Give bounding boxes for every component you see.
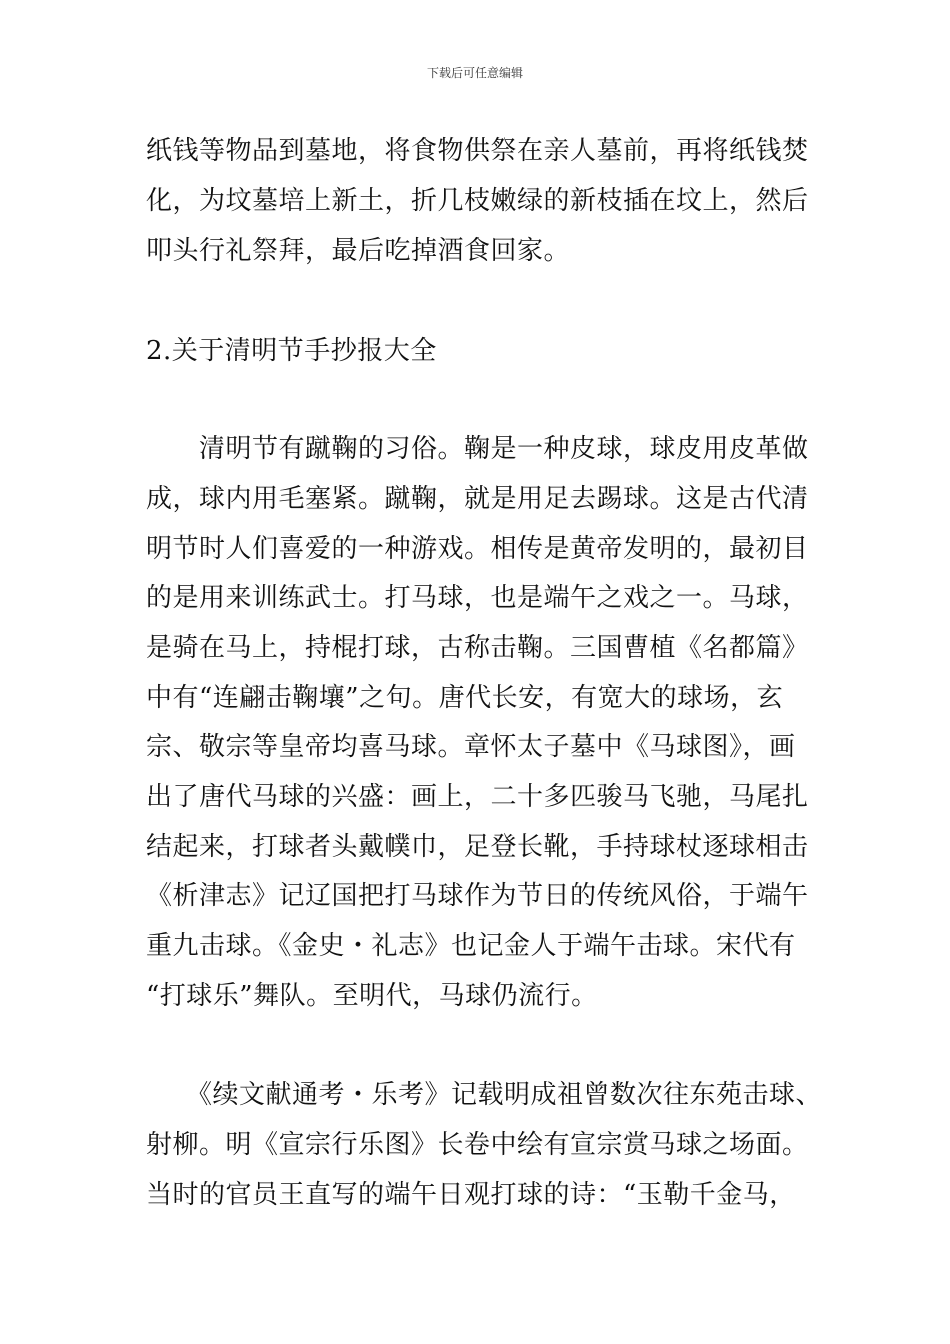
paragraph-2-line-8: 出了唐代马球的兴盛：画上，二十多匹骏马飞驰，马尾扎: [146, 782, 809, 812]
paragraph-2-line-2: 成，球内用毛塞紧。蹴鞠，就是用足去踢球。这是古代清: [146, 484, 809, 514]
paragraph-1-line-1: 纸钱等物品到墓地，将食物供祭在亲人墓前，再将纸钱焚: [146, 136, 809, 166]
paragraph-3-line-2: 射柳。明《宣宗行乐图》长卷中绘有宣宗赏马球之场面。: [146, 1130, 809, 1160]
paragraph-2-line-9: 结起来，打球者头戴幞巾，足登长靴，手持球杖逐球相击: [146, 832, 809, 862]
paragraph-2-line-11: 重九击球。《金史・礼志》也记金人于端午击球。宋代有: [146, 931, 796, 961]
paragraph-2-line-4: 的是用来训练武士。打马球，也是端午之戏之一。马球，: [146, 583, 809, 613]
paragraph-2-line-10: 《析津志》记辽国把打马球作为节日的传统风俗，于端午: [146, 881, 809, 911]
section-heading: 2.关于清明节手抄报大全: [146, 336, 437, 366]
paragraph-2-line-5: 是骑在马上，持棍打球，古称击鞠。三国曹植《名都篇》: [146, 633, 809, 663]
paragraph-1-line-3: 叩头行礼祭拜，最后吃掉酒食回家。: [146, 236, 571, 266]
paragraph-2-line-1: 清明节有蹴鞠的习俗。鞠是一种皮球，球皮用皮革做: [146, 434, 809, 464]
paragraph-2-line-6: 中有“连翩击鞠壤”之句。唐代长安，有宽大的球场，玄: [146, 683, 784, 713]
paragraph-2-line-3: 明节时人们喜爱的一种游戏。相传是黄帝发明的，最初目: [146, 534, 809, 564]
paragraph-1-line-2: 化，为坟墓培上新土，折几枝嫩绿的新枝插在坟上，然后: [146, 186, 809, 216]
paragraph-2-line-7: 宗、敬宗等皇帝均喜马球。章怀太子墓中《马球图》，画: [146, 732, 796, 762]
paragraph-3-line-1: 《续文献通考・乐考》记载明成祖曾数次往东苑击球、: [146, 1080, 823, 1110]
paragraph-3-line-3: 当时的官员王直写的端午日观打球的诗：“玉勒千金马，: [146, 1180, 796, 1210]
paragraph-2-line-12: “打球乐”舞队。至明代，马球仍流行。: [146, 981, 598, 1011]
page-header: 下载后可任意编辑: [426, 66, 523, 80]
